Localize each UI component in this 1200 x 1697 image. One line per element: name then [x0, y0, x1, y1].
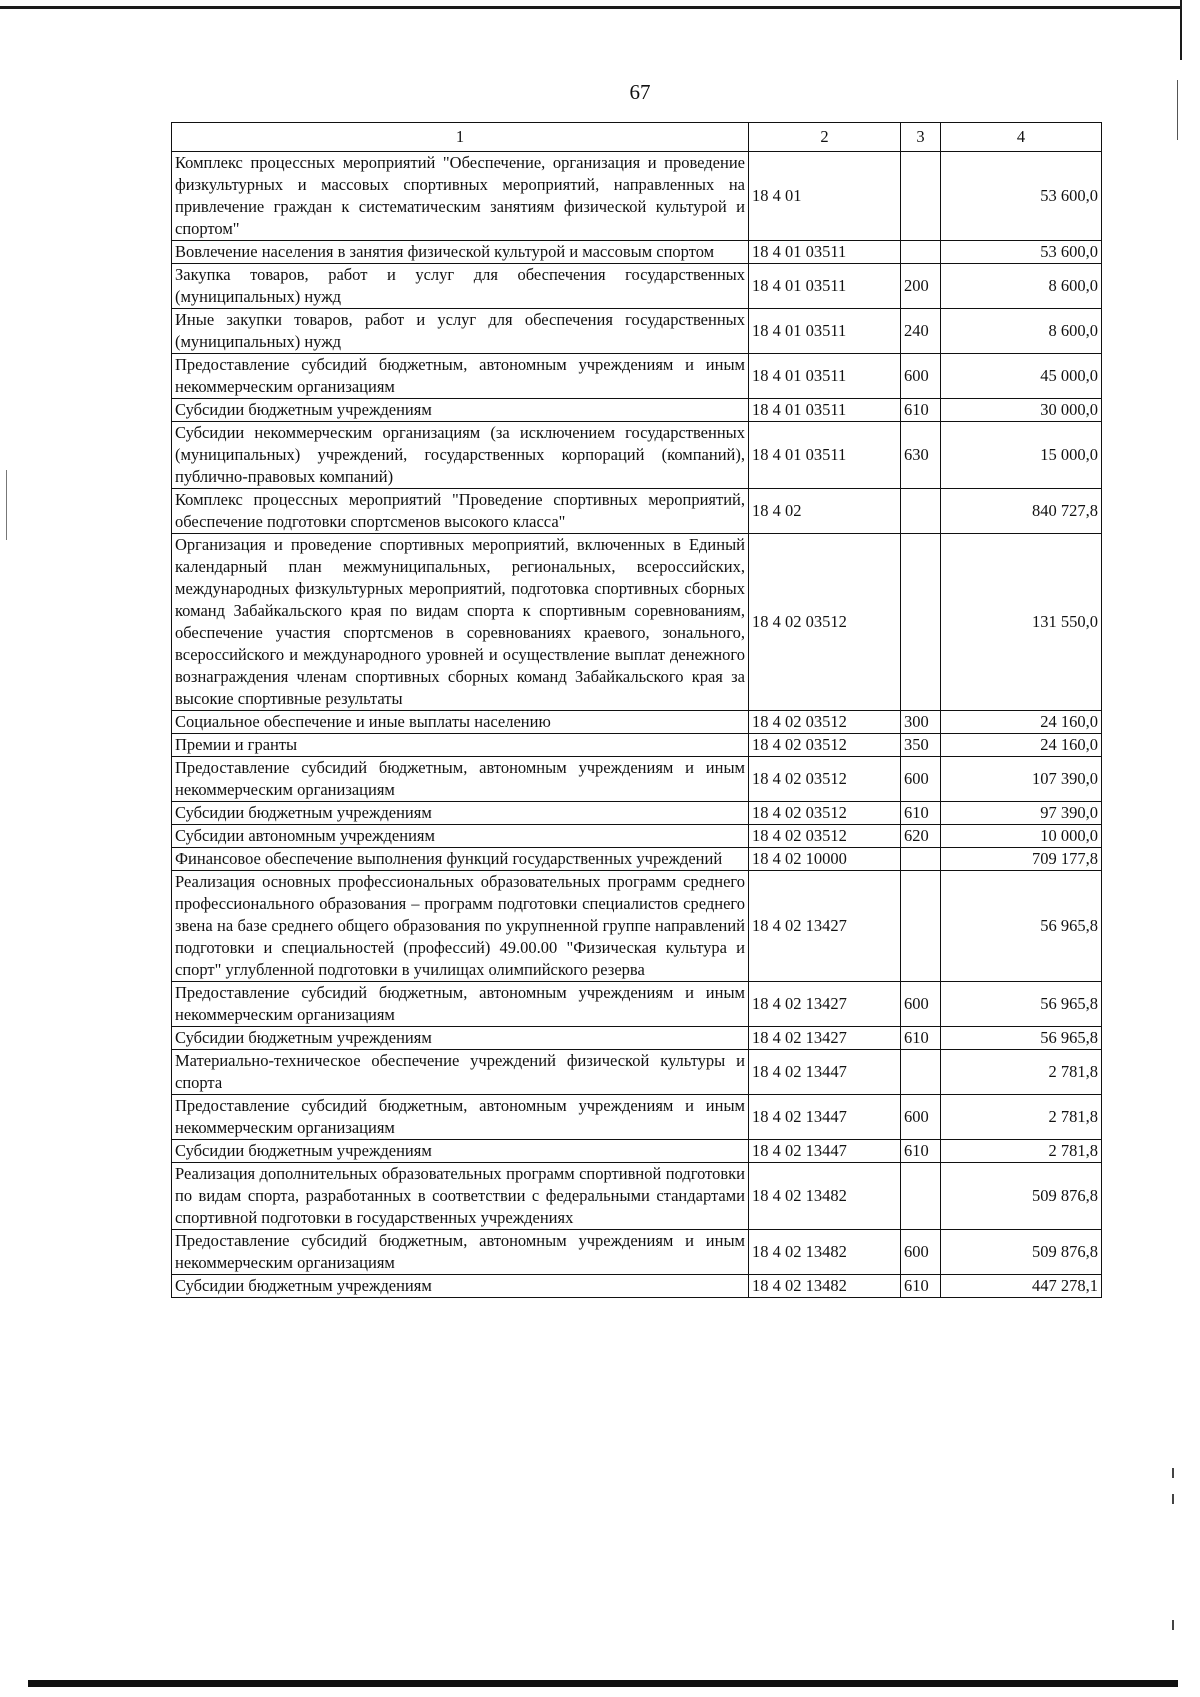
scan-speck	[1172, 1494, 1174, 1504]
header-row	[172, 123, 1102, 152]
row-name: Субсидии бюджетным учреждениям	[172, 802, 749, 825]
row-code: 18 4 02 03512	[749, 711, 901, 734]
row-vr: 600	[901, 1230, 941, 1275]
row-code: 18 4 01 03511	[749, 399, 901, 422]
row-sum: 56 965,8	[941, 1027, 1102, 1050]
row-code: 18 4 02 13482	[749, 1230, 901, 1275]
table-row	[172, 1140, 1102, 1163]
row-name: Субсидии бюджетным учреждениям	[172, 1275, 749, 1298]
row-code: 18 4 01 03511	[749, 309, 901, 354]
table-row	[172, 534, 1102, 711]
row-code: 18 4 02 13427	[749, 982, 901, 1027]
row-name: Субсидии бюджетным учреждениям	[172, 399, 749, 422]
row-vr	[901, 241, 941, 264]
row-name: Субсидии бюджетным учреждениям	[172, 1027, 749, 1050]
row-code: 18 4 02 13447	[749, 1140, 901, 1163]
table-row	[172, 1275, 1102, 1298]
header-col-name: 1	[172, 123, 749, 152]
scan-speck	[1172, 1468, 1174, 1478]
header-col-sum: 4	[941, 123, 1102, 152]
row-code: 18 4 02 10000	[749, 848, 901, 871]
table-row	[172, 982, 1102, 1027]
header-col-vr: 3	[901, 123, 941, 152]
row-name: Премии и гранты	[172, 734, 749, 757]
row-code: 18 4 02	[749, 489, 901, 534]
table-row	[172, 1095, 1102, 1140]
row-name: Субсидии автономным учреждениям	[172, 825, 749, 848]
row-name: Субсидии бюджетным учреждениям	[172, 1140, 749, 1163]
row-sum: 97 390,0	[941, 802, 1102, 825]
row-name: Финансовое обеспечение выполнения функций государственных учреждений	[172, 848, 749, 871]
table-row	[172, 1163, 1102, 1230]
row-vr: 200	[901, 264, 941, 309]
scan-border-right	[1180, 0, 1182, 60]
table-row	[172, 399, 1102, 422]
row-sum: 107 390,0	[941, 757, 1102, 802]
row-sum: 45 000,0	[941, 354, 1102, 399]
row-sum: 56 965,8	[941, 982, 1102, 1027]
row-code: 18 4 02 03512	[749, 802, 901, 825]
row-code: 18 4 01 03511	[749, 241, 901, 264]
row-vr	[901, 848, 941, 871]
table-row	[172, 264, 1102, 309]
row-vr	[901, 152, 941, 241]
table-row	[172, 871, 1102, 982]
row-code: 18 4 01 03511	[749, 422, 901, 489]
row-name: Социальное обеспечение и иные выплаты населению	[172, 711, 749, 734]
row-code: 18 4 02 13427	[749, 871, 901, 982]
row-name: Предоставление субсидий бюджетным, автономным учреждениям и иным некоммерческим организациям	[172, 982, 749, 1027]
table-row	[172, 1050, 1102, 1095]
header-col-code: 2	[749, 123, 901, 152]
row-vr: 300	[901, 711, 941, 734]
row-name: Организация и проведение спортивных мероприятий, включенных в Единый календарный план межмуниципальных, региональных, всероссийских, международных физкультурных мероприятий, подготовка спортивных сборных команд Забайкальского края по видам спорта к спортивным соревнованиям, обеспечение участия спортсменов в соревнованиях краевого, зонального, всероссийского и международного уровней и осуществление выплат денежного вознаграждения членам спортивных сборных команд Забайкальского края за высокие спортивные результаты	[172, 534, 749, 711]
row-sum: 2 781,8	[941, 1095, 1102, 1140]
row-sum: 8 600,0	[941, 309, 1102, 354]
row-vr: 610	[901, 802, 941, 825]
table-row	[172, 489, 1102, 534]
row-vr: 600	[901, 354, 941, 399]
row-name: Субсидии некоммерческим организациям (за исключением государственных (муниципальных) учреждений, государственных корпораций (компаний), публично-правовых компаний)	[172, 422, 749, 489]
row-code: 18 4 02 03512	[749, 757, 901, 802]
table-row	[172, 802, 1102, 825]
row-sum: 56 965,8	[941, 871, 1102, 982]
row-vr: 600	[901, 757, 941, 802]
row-vr: 630	[901, 422, 941, 489]
row-name: Предоставление субсидий бюджетным, автономным учреждениям и иным некоммерческим организациям	[172, 1230, 749, 1275]
row-code: 18 4 01 03511	[749, 264, 901, 309]
scan-speck	[1172, 1620, 1174, 1630]
row-sum: 30 000,0	[941, 399, 1102, 422]
table-row	[172, 825, 1102, 848]
row-sum: 53 600,0	[941, 152, 1102, 241]
row-code: 18 4 01	[749, 152, 901, 241]
row-code: 18 4 02 13447	[749, 1050, 901, 1095]
table-row	[172, 152, 1102, 241]
table-row	[172, 734, 1102, 757]
row-vr	[901, 489, 941, 534]
row-vr: 600	[901, 982, 941, 1027]
row-sum: 8 600,0	[941, 264, 1102, 309]
row-name: Предоставление субсидий бюджетным, автономным учреждениям и иным некоммерческим организациям	[172, 757, 749, 802]
row-vr: 610	[901, 399, 941, 422]
row-name: Реализация дополнительных образовательных программ спортивной подготовки по видам спорта, разработанных в соответствии с федеральными стандартами спортивной подготовки в государственных учреждениях	[172, 1163, 749, 1230]
row-vr: 620	[901, 825, 941, 848]
row-sum: 447 278,1	[941, 1275, 1102, 1298]
row-name: Вовлечение населения в занятия физической культурой и массовым спортом	[172, 241, 749, 264]
row-sum: 53 600,0	[941, 241, 1102, 264]
row-name: Реализация основных профессиональных образовательных программ среднего профессионального образования – программ подготовки специалистов среднего звена на базе среднего общего образования по укрупненной группе направлений подготовки и специальностей (профессий) 49.00.00 "Физическая культура и спорт" углубленной подготовки в училищах олимпийского резерва	[172, 871, 749, 982]
page-number: 67	[629, 80, 651, 104]
table-row	[172, 422, 1102, 489]
row-vr: 240	[901, 309, 941, 354]
row-code: 18 4 02 03512	[749, 734, 901, 757]
row-name: Предоставление субсидий бюджетным, автономным учреждениям и иным некоммерческим организациям	[172, 1095, 749, 1140]
row-sum: 2 781,8	[941, 1140, 1102, 1163]
row-name: Комплекс процессных мероприятий "Обеспечение, организация и проведение физкультурных и массовых спортивных мероприятий, направленных на привлечение граждан к систематическим занятиям физической культурой и спортом"	[172, 152, 749, 241]
row-vr	[901, 1050, 941, 1095]
budget-table	[171, 122, 1102, 1298]
row-name: Иные закупки товаров, работ и услуг для обеспечения государственных (муниципальных) нужд	[172, 309, 749, 354]
row-sum: 509 876,8	[941, 1163, 1102, 1230]
row-code: 18 4 02 03512	[749, 534, 901, 711]
row-code: 18 4 01 03511	[749, 354, 901, 399]
scan-border-top	[0, 6, 1180, 9]
row-vr	[901, 534, 941, 711]
row-sum: 2 781,8	[941, 1050, 1102, 1095]
table-row	[172, 241, 1102, 264]
scan-border-bottom	[28, 1680, 1178, 1687]
table-row	[172, 1027, 1102, 1050]
row-code: 18 4 02 13482	[749, 1163, 901, 1230]
row-sum: 840 727,8	[941, 489, 1102, 534]
table-row	[172, 309, 1102, 354]
row-vr: 610	[901, 1275, 941, 1298]
row-vr: 350	[901, 734, 941, 757]
table-row	[172, 757, 1102, 802]
row-name: Материально-техническое обеспечение учреждений физической культуры и спорта	[172, 1050, 749, 1095]
row-vr: 610	[901, 1140, 941, 1163]
table-body	[172, 152, 1102, 1298]
row-code: 18 4 02 13447	[749, 1095, 901, 1140]
row-code: 18 4 02 03512	[749, 825, 901, 848]
row-sum: 709 177,8	[941, 848, 1102, 871]
row-vr	[901, 871, 941, 982]
row-name: Комплекс процессных мероприятий "Проведение спортивных мероприятий, обеспечение подготовки спортсменов высокого класса"	[172, 489, 749, 534]
row-vr: 610	[901, 1027, 941, 1050]
row-sum: 24 160,0	[941, 711, 1102, 734]
row-sum: 10 000,0	[941, 825, 1102, 848]
row-vr	[901, 1163, 941, 1230]
scan-border-left	[6, 470, 7, 540]
table-header	[172, 123, 1102, 152]
row-sum: 509 876,8	[941, 1230, 1102, 1275]
row-code: 18 4 02 13427	[749, 1027, 901, 1050]
table-row	[172, 354, 1102, 399]
row-code: 18 4 02 13482	[749, 1275, 901, 1298]
row-sum: 15 000,0	[941, 422, 1102, 489]
table-row	[172, 848, 1102, 871]
table-row	[172, 1230, 1102, 1275]
row-name: Предоставление субсидий бюджетным, автономным учреждениям и иным некоммерческим организациям	[172, 354, 749, 399]
table-row	[172, 711, 1102, 734]
row-name: Закупка товаров, работ и услуг для обеспечения государственных (муниципальных) нужд	[172, 264, 749, 309]
row-sum: 24 160,0	[941, 734, 1102, 757]
row-sum: 131 550,0	[941, 534, 1102, 711]
row-vr: 600	[901, 1095, 941, 1140]
